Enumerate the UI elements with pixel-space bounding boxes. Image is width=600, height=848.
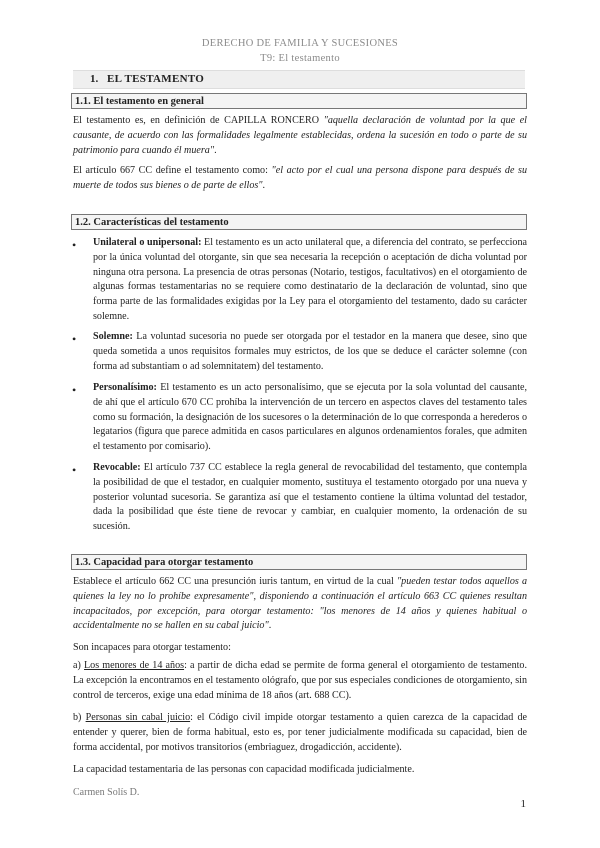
subsection-heading-1-3: 1.3. Capacidad para otorgar testamento	[71, 554, 527, 570]
list-term: Los menores de 14 años	[84, 660, 185, 671]
list-item-solemne	[93, 330, 527, 374]
list-item-term: Unilateral o unipersonal:	[93, 237, 202, 248]
quote-span: "aquella declaración de voluntad por la que el causante, de acuerdo con las formalidades legalmente establecidas, ordena la sucesión en todo o parte de su patrimonio para cuando él muera"	[73, 115, 527, 156]
section-title: EL TESTAMENTO	[107, 73, 205, 85]
quote-span: "el acto por el cual una persona dispone para después de su muerte de todos sus bienes o de parte de ellos"	[73, 165, 527, 191]
list-prefix: a)	[73, 660, 84, 671]
paragraph-cabal-juicio	[73, 711, 527, 755]
text-span: El artículo 667 CC define el testamento como:	[73, 165, 272, 176]
text-span: .	[268, 620, 272, 632]
list-item-revocable	[93, 461, 527, 535]
bullet-icon: •	[72, 238, 77, 252]
quote-span: "pueden testar todos aquellos a quienes la ley no lo prohíbe expresamente", disponiendo a continuación el artículo 663 CC quienes resultan incapacitados, por excepción, para otorgar testamento: "los menores de 14 años y quienes habitual o accidentalmente no se hallen en su cabal juicio"	[73, 576, 527, 632]
page-number: 1	[520, 798, 526, 810]
section-number: 1.	[90, 73, 99, 85]
paragraph-definition-capilla	[73, 114, 527, 158]
list-item-term: Solemne:	[93, 331, 133, 342]
paragraph-capacidad-modificada: La capacidad testamentaria de las personas con capacidad modificada judicialmente.	[73, 764, 415, 775]
subsection-heading-1-2: 1.2. Características del testamento	[71, 214, 527, 230]
bullet-icon: •	[72, 463, 77, 477]
list-item-unilateral	[93, 236, 527, 325]
paragraph-article-662	[73, 575, 527, 634]
text-span: El testamento es, en definición de CAPILLA RONCERO	[73, 115, 324, 126]
list-item-text: El testamento es un acto personalísimo, que se ejecuta por la sola voluntad del causante, de ahí que el artículo 670 CC prohíba la intervención de un tercero en aspectos claves del testamento tales como su formación, la designación de los sucesores o la determinación de lo que corresponda a herederos o legatarios (figura que parece admitida en casos particulares en algunos ordenamientos forales, que admiten el testamento por comisario).	[93, 382, 527, 453]
list-item-personalisimo	[93, 381, 527, 455]
header-topic: T9: El testamento	[260, 53, 340, 64]
list-item-text: El testamento es un acto unilateral que, a diferencia del contrato, se perfecciona por la única voluntad del otorgante, sin que sea necesaria la recepción o aceptación de dicha voluntad por ninguna otra persona. La presencia de otras personas (Notario, testigos, facultativos) en el otorgamiento de algunas formas testamentarias no se requiere como destinatario de la declaración de voluntad, sino que forma parte de las formalidades exigidas por la Ley para el otorgamiento del testamento, dado su carácter solemne.	[93, 237, 527, 322]
bullet-icon: •	[72, 332, 77, 346]
footer-author: Carmen Solís D.	[73, 787, 140, 798]
paragraph-incapaces: Son incapaces para otorgar testamento:	[73, 642, 231, 653]
text-span: Establece el artículo 662 CC una presunción iuris tantum, en virtud de la cual	[73, 576, 397, 587]
list-prefix: b)	[73, 712, 86, 723]
section-heading	[73, 70, 525, 89]
bullet-icon: •	[72, 383, 77, 397]
header-course: DERECHO DE FAMILIA Y SUCESIONES	[201, 38, 399, 49]
list-item-text: La voluntad sucesoria no puede ser otorgada por el testador en la manera que desee, sino que queda sometida a unos requisitos formales muy estrictos, de los que se deduce el carácter solemne (con forma ad substantiam o ad solemnitatem) del testamento.	[93, 331, 527, 372]
list-term: Personas sin cabal juicio	[85, 712, 191, 723]
list-item-text: El artículo 737 CC establece la regla general de revocabilidad del testamento, que contempla la posibilidad de que el testador, en cualquier momento, sustituya el testamento otorgado por una nueva y posterior voluntad sucesoria. Se garantiza así que el testamento contiene la última voluntad del testador, dada la posibilidad que éste tiene de revocar y cambiar, en cualquier momento, la ordenación de su sucesión.	[93, 462, 527, 533]
list-text: : el Código civil impide otorgar testamento a quien carezca de la capacidad de entender y querer, bien de forma habitual, esto es, por tener judicialmente modificada su capacidad, bien de forma accidental, por motivos transitorios (embriaguez, drogadicción, accidente).	[73, 712, 527, 753]
list-item-term: Personalísimo:	[93, 382, 157, 393]
list-text: : a partir de dicha edad se permite de forma general el otorgamiento de testamento. La excepción la encontramos en el testamento ológrafo, que por sus especiales condiciones de otorgamiento, sin control de terceros, exige una edad mínima de 18 años (art. 688 CC).	[73, 660, 527, 701]
paragraph-menores	[73, 659, 527, 703]
subsection-heading-1-1: 1.1. El testamento en general	[71, 93, 527, 109]
paragraph-article-667	[73, 164, 527, 194]
text-span: .	[214, 144, 217, 156]
list-item-term: Revocable:	[93, 462, 141, 473]
text-span: .	[262, 179, 266, 191]
